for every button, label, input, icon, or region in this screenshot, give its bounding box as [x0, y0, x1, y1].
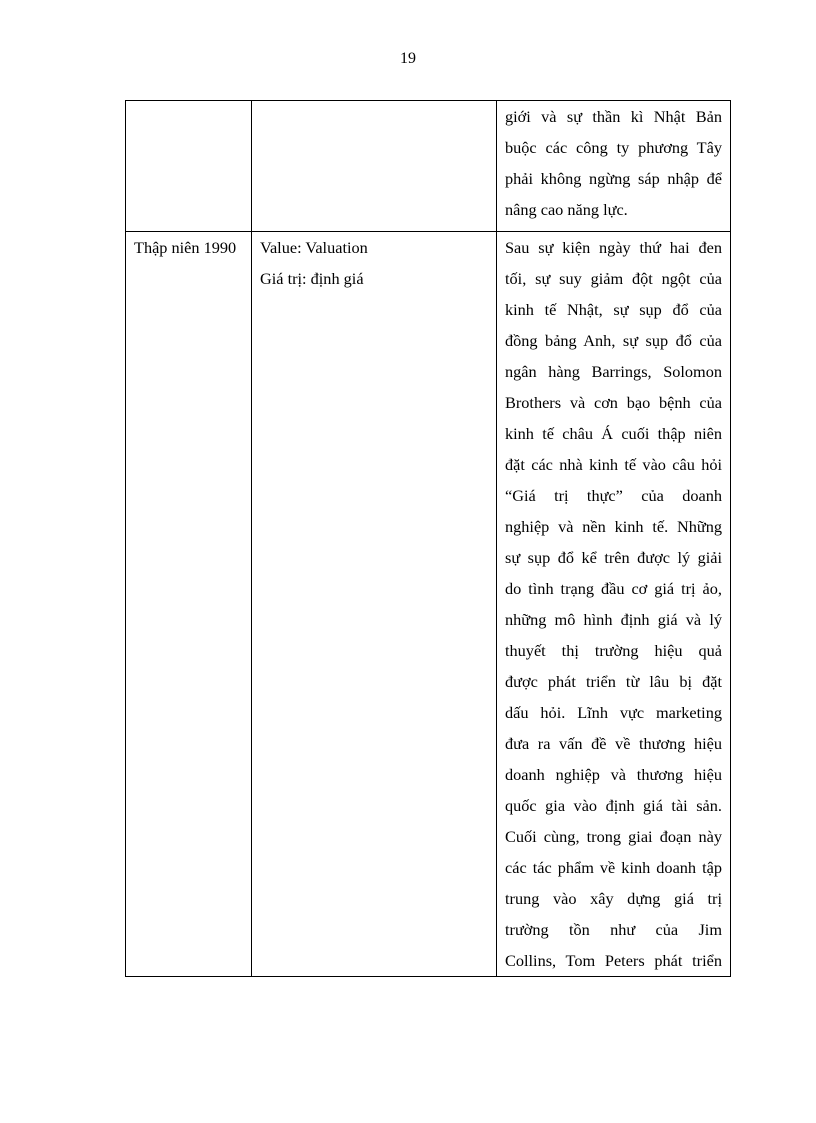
description-line: dấu hỏi. Lĩnh vực marketing — [505, 703, 722, 722]
description-line: trường tồn như của Jim — [505, 920, 722, 939]
description-line: nâng cao năng lực. — [505, 200, 628, 219]
description-line: Collins, Tom Peters phát triển — [505, 951, 722, 970]
description-line: thuyết thị trường hiệu quả — [505, 641, 722, 660]
description-line: những mô hình định giá và lý — [505, 610, 722, 629]
description-line: Cuối cùng, trong giai đoạn này — [505, 827, 722, 846]
table-row — [126, 232, 731, 977]
content-table — [125, 100, 731, 977]
description-line: quốc gia vào định giá tài sản. — [505, 796, 722, 815]
topic-cell — [252, 101, 497, 232]
description-line: đặt các nhà kinh tế vào câu hỏi — [505, 455, 722, 474]
topic-line: Giá trị: định giá — [260, 269, 364, 288]
description-line: Sau sự kiện ngày thứ hai đen — [505, 238, 722, 257]
description-line: được phát triển từ lâu bị đặt — [505, 672, 722, 691]
topic-line: Value: Valuation — [260, 238, 368, 257]
description-line: do tình trạng đầu cơ giá trị ảo, — [505, 579, 722, 598]
description-line: đồng bảng Anh, sự sụp đổ của — [505, 331, 722, 350]
description-line: tối, sự suy giảm đột ngột của — [505, 269, 722, 288]
page-number: 19 — [400, 50, 416, 67]
description-line: buộc các công ty phương Tây — [505, 138, 722, 157]
description-cell — [497, 101, 731, 232]
description-line: đưa ra vấn đề về thương hiệu — [505, 734, 722, 753]
description-line: Brothers và cơn bạo bệnh của — [505, 393, 722, 412]
description-line: ngân hàng Barrings, Solomon — [505, 362, 722, 381]
description-cell — [497, 232, 731, 977]
period-cell — [126, 101, 252, 232]
description-line: phải không ngừng sáp nhập để — [505, 169, 722, 188]
description-line: trung vào xây dựng giá trị — [505, 889, 722, 908]
description-line: kinh tế châu Á cuối thập niên — [505, 424, 722, 443]
description-line: “Giá trị thực” của doanh — [505, 486, 722, 505]
description-line: doanh nghiệp và thương hiệu — [505, 765, 722, 784]
description-line: nghiệp và nền kinh tế. Những — [505, 517, 722, 536]
description-line: các tác phẩm về kinh doanh tập — [505, 858, 722, 877]
period-cell: Thập niên 1990 — [126, 232, 252, 977]
description-line: giới và sự thần kì Nhật Bản — [505, 107, 722, 126]
description-line: sự sụp đổ kể trên được lý giải — [505, 548, 722, 567]
description-line: kinh tế Nhật, sự sụp đổ của — [505, 300, 722, 319]
topic-cell — [252, 232, 497, 977]
table-row — [126, 101, 731, 232]
